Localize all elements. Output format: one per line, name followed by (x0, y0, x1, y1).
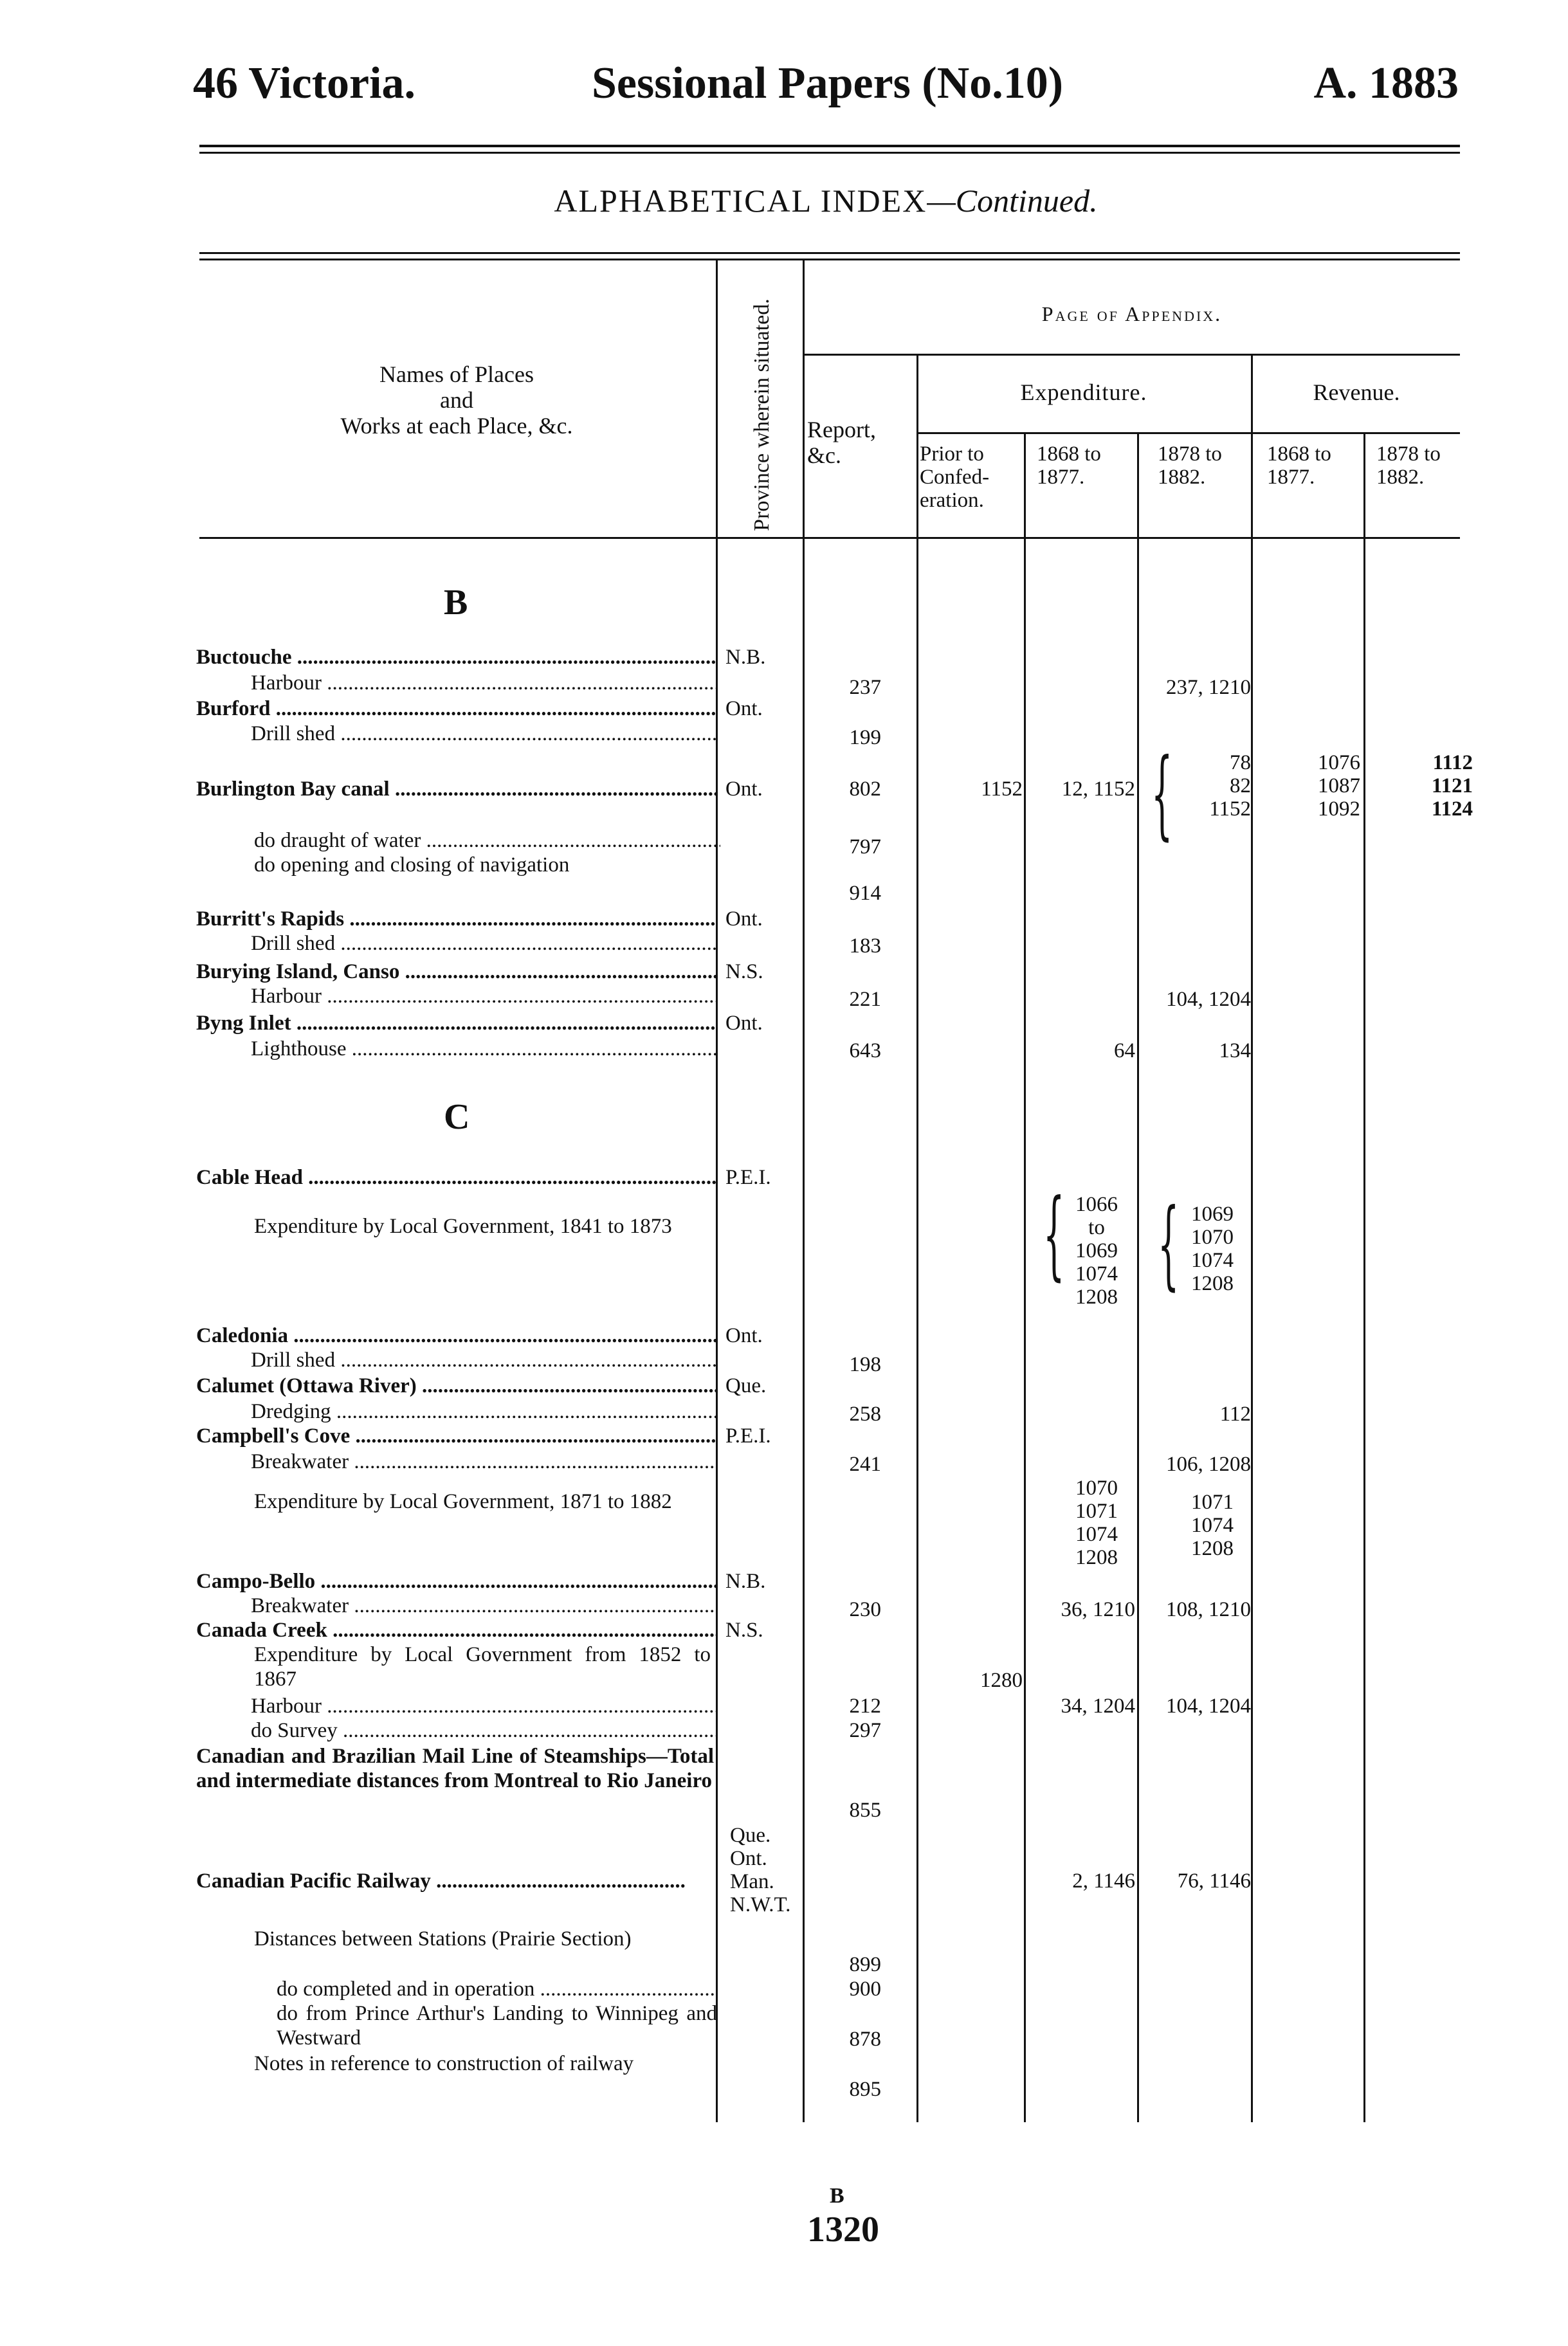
row-name: Distances between Stations (Prairie Section) (254, 1927, 632, 1950)
column-divider-rev-1868 (1363, 433, 1365, 2122)
row-name: do opening and closing of navigation (254, 853, 570, 877)
column-header-province-text: Province wherein situated. (750, 298, 774, 531)
column-header-page-of-appendix: Page of Appendix. (1041, 302, 1223, 325)
row-report: 878 (849, 2028, 881, 2051)
row-province: Ont. (725, 1012, 763, 1035)
row-name: Calumet (Ottawa River) ..... (196, 1374, 717, 1398)
row-name: Campbell's Cove ..... (196, 1424, 717, 1448)
section-letter-b: B (444, 583, 468, 623)
row-exp-1878: 108, 1210 (1166, 1598, 1251, 1621)
row-report: 237 (849, 676, 881, 699)
column-header-revenue: Revenue. (1313, 379, 1400, 405)
row-name: Breakwater ..... (251, 1450, 717, 1474)
index-title-suffix: —Continued. (927, 183, 1098, 219)
column-header-province (720, 296, 804, 534)
row-name: Expenditure by Local Government from 1852 to 1867 (254, 1643, 711, 1691)
row-report: 241 (849, 1453, 881, 1476)
column-divider-province-left (716, 260, 718, 2122)
row-exp-1878: 134 (1219, 1039, 1251, 1062)
column-header-names-line-1: Names of Places (379, 361, 534, 387)
row-name: Canadian and Brazilian Mail Line of Steamships—Total and intermediate distances from Montreal to Rio Janeiro (196, 1745, 714, 1792)
head-rule-bottom (199, 152, 1460, 154)
row-name: Harbour ..... (251, 671, 717, 695)
column-header-exp-1868: 1868 to 1877. (1037, 442, 1101, 489)
index-title (193, 182, 1459, 219)
footer-signature-letter: B (830, 2184, 844, 2208)
column-divider-exp-1878 (1251, 355, 1253, 2122)
column-header-names-line-2: and (440, 387, 473, 413)
row-name: Expenditure by Local Government, 1841 to 1873 (254, 1215, 672, 1238)
row-province: N.B. (725, 1570, 766, 1593)
row-exp-1878: 104, 1204 (1166, 988, 1251, 1011)
page-number: 1320 (807, 2210, 879, 2250)
column-header-expenditure: Expenditure. (1020, 379, 1147, 405)
row-name: Expenditure by Local Government, 1871 to 1882 (254, 1490, 672, 1513)
row-name: Cable Head ..... (196, 1165, 717, 1190)
row-name: do Survey ..... (251, 1718, 717, 1743)
row-exp-1878: 1071 1074 1208 (1191, 1491, 1234, 1560)
row-name: Harbour ..... (251, 1694, 717, 1718)
row-exp-1878: 78 82 1152 (1209, 751, 1251, 821)
header-line-subgroups (916, 432, 1460, 434)
header-line-appendix (804, 354, 1460, 356)
row-report: 230 (849, 1598, 881, 1621)
row-report: 899 (849, 1953, 881, 1976)
row-exp-1868: 2, 1146 (1072, 1869, 1135, 1893)
row-exp-1868: 36, 1210 (1061, 1598, 1135, 1621)
row-report: 198 (849, 1353, 881, 1376)
row-name: Harbour ..... (251, 984, 717, 1008)
running-head-left: 46 Victoria. (193, 59, 416, 108)
row-exp-1868: 12, 1152 (1061, 777, 1135, 801)
row-exp-1878: 76, 1146 (1177, 1869, 1251, 1893)
row-report: 183 (849, 934, 881, 958)
row-province: Que. (725, 1374, 767, 1397)
row-exp-1878: 104, 1204 (1166, 1695, 1251, 1718)
row-name: Burying Island, Canso ..... (196, 959, 717, 984)
row-exp-1878: 1069 1070 1074 1208 (1191, 1203, 1234, 1295)
row-report: 900 (849, 1978, 881, 2001)
row-province: Ont. (725, 907, 763, 931)
brace-left: { (1158, 1188, 1180, 1300)
column-divider-exp-1868 (1137, 433, 1139, 2122)
row-name: do from Prince Arthur's Landing to Winnipeg and Westward (277, 2002, 717, 2050)
table-rule-top-1 (199, 252, 1460, 254)
row-name: Campo-Bello ..... (196, 1569, 717, 1594)
row-province: Ont. (725, 697, 763, 720)
column-header-names (277, 361, 637, 439)
row-report: 855 (849, 1799, 881, 1822)
row-name: Canada Creek ..... (196, 1618, 717, 1642)
row-province: Ont. (725, 777, 763, 801)
row-province: P.E.I. (725, 1166, 771, 1189)
row-province: N.S. (725, 1619, 763, 1642)
row-name: Dredging ..... (251, 1399, 717, 1424)
row-name: Byng Inlet ..... (196, 1011, 717, 1035)
row-report: 797 (849, 835, 881, 859)
row-rev-1878: 1112 1121 1124 (1431, 751, 1473, 821)
row-report: 297 (849, 1719, 881, 1742)
head-rule-top (199, 145, 1460, 147)
running-head-right: A. 1883 (1313, 59, 1459, 108)
row-name: Lighthouse ..... (251, 1037, 717, 1061)
column-header-names-line-3: Works at each Place, &c. (340, 413, 573, 439)
row-exp-1868: 1066 to 1069 1074 1208 (1075, 1193, 1118, 1309)
running-head (193, 58, 1459, 116)
row-province: Ont. (725, 1324, 763, 1347)
row-report: 895 (849, 2078, 881, 2101)
row-name: Drill shed ..... (251, 722, 717, 746)
row-exp-1868: 1070 1071 1074 1208 (1075, 1477, 1118, 1569)
row-report: 199 (849, 726, 881, 749)
row-name: Buctouche ..... (196, 645, 717, 669)
section-letter-c: C (444, 1097, 470, 1137)
row-name: Drill shed ..... (251, 931, 717, 956)
column-header-rev-1878: 1878 to 1882. (1376, 442, 1441, 489)
row-province: N.B. (725, 646, 766, 669)
row-prior: 1152 (981, 777, 1023, 801)
column-header-prior: Prior to Confed-eration. (920, 442, 990, 512)
row-report: 221 (849, 988, 881, 1011)
row-exp-1878: 112 (1219, 1403, 1251, 1426)
table-rule-top-2 (199, 259, 1460, 260)
row-name: Canadian Pacific Railway ..... (196, 1869, 685, 1893)
row-report: 212 (849, 1695, 881, 1718)
column-divider-report (916, 355, 918, 2122)
row-name: Burritt's Rapids ..... (196, 907, 717, 931)
row-report: 914 (849, 882, 881, 905)
row-exp-1878: 106, 1208 (1166, 1453, 1251, 1476)
row-name: Notes in reference to construction of railway (254, 2052, 634, 2075)
column-header-rev-1868: 1868 to 1877. (1267, 442, 1331, 489)
row-rev-1868: 1076 1087 1092 (1318, 751, 1360, 821)
row-province: N.S. (725, 960, 763, 983)
row-province: Que. Ont. Man. N.W.T. (730, 1824, 791, 1916)
row-name: Breakwater ..... (251, 1594, 717, 1618)
row-name: Drill shed ..... (251, 1348, 717, 1372)
row-report: 643 (849, 1039, 881, 1062)
row-exp-1878: 237, 1210 (1166, 676, 1251, 699)
column-header-report: Report, &c. (807, 417, 876, 468)
row-name: Burford ..... (196, 696, 717, 721)
row-exp-1868: 34, 1204 (1061, 1695, 1135, 1718)
row-name: Caledonia ..... (196, 1323, 717, 1348)
row-report: 802 (849, 777, 881, 801)
row-name: do completed and in operation ..... (277, 1977, 714, 2001)
running-head-center: Sessional Papers (No.10) (592, 59, 1064, 108)
row-prior: 1280 (980, 1669, 1023, 1692)
row-name: do draught of water ..... (254, 828, 720, 853)
brace-left: { (1151, 738, 1173, 850)
row-name: Burlington Bay canal ..... (196, 777, 717, 801)
row-province: P.E.I. (725, 1424, 771, 1448)
brace-left: { (1043, 1179, 1065, 1291)
header-line-bottom (199, 537, 1460, 539)
column-header-exp-1878: 1878 to 1882. (1158, 442, 1222, 489)
index-title-main: ALPHABETICAL INDEX (554, 183, 927, 219)
row-exp-1868: 64 (1114, 1039, 1135, 1062)
column-divider-prior (1024, 433, 1026, 2122)
row-report: 258 (849, 1403, 881, 1426)
